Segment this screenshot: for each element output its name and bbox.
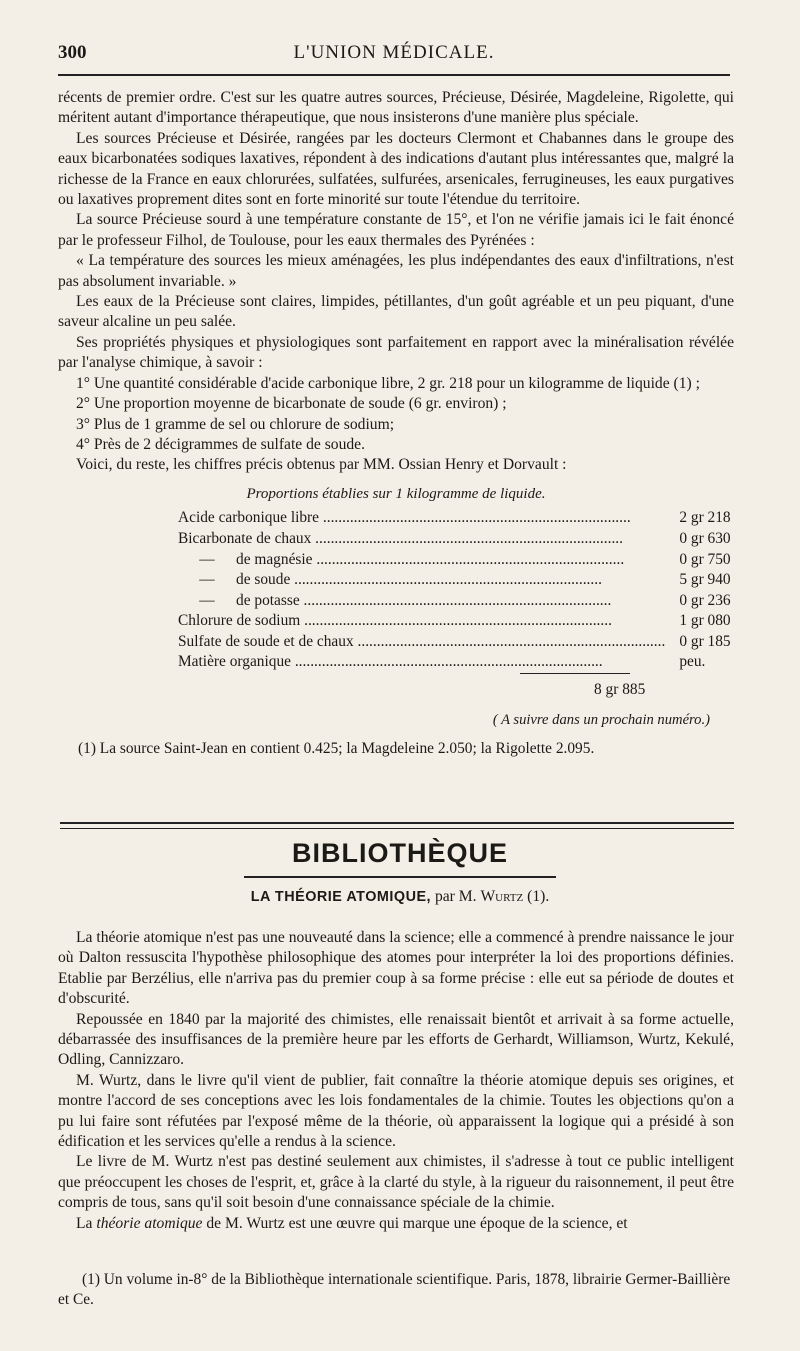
table-row-value: 5 gr 940: [679, 571, 731, 589]
table-row-sublabel: de soude: [236, 571, 291, 589]
list-item: 2° Une proportion moyenne de bicarbonate de soude (6 gr. environ) ;: [76, 395, 507, 413]
table-row: [178, 591, 734, 612]
list-item: 1° Une quantité considérable d'acide carbonique libre, 2 gr. 218 pour un kilogramme de liquide (1) ;: [76, 374, 700, 392]
page-header: [58, 38, 730, 70]
analysis-table: [178, 508, 734, 673]
table-row-text: Matière organique: [178, 653, 291, 671]
paragraph-end: de M. Wurtz est une œuvre qui marque une époque de la science, et: [206, 1214, 628, 1232]
leader-dots: ................................................................................: [312, 550, 625, 568]
table-row-label: [178, 611, 665, 632]
paragraph: Ses propriétés physiques et physiologiques sont parfaitement en rapport avec la minéralisation révélée par l'analyse chimique, à savoir :: [58, 333, 734, 372]
table-row-value: 0 gr 750: [679, 550, 731, 568]
paragraph: Repoussée en 1840 par la majorité des chimistes, elle renaissait bientôt et arrivait à sa forme actuelle, débarrassée des insuffisances de la première heure par les efforts de Gerhardt, Williamson, Wurtz, Kekulé, Odling, Cannizzaro.: [58, 1010, 734, 1069]
article-body: [58, 928, 734, 1234]
table-row-text: Bicarbonate de chaux: [178, 529, 312, 547]
list-item: 4° Près de 2 décigrammes de sulfate de soude.: [76, 435, 366, 453]
bottom-footnote: [58, 1270, 734, 1310]
paragraph: récents de premier ordre. C'est sur les quatre autres sources, Précieuse, Désirée, Magdeleine, Rigolette, qui méritent autant d'importance thérapeutique, que nous insisterons d'une manière plus spéciale.: [58, 89, 734, 127]
table-row-value: 2 gr 218: [679, 509, 731, 527]
table-row: [178, 549, 734, 570]
table-row-label: [178, 549, 665, 570]
table-row: [178, 529, 734, 550]
article-title: [0, 888, 800, 906]
table-total: 8 gr 885: [594, 680, 646, 698]
journal-title: L'UNION MÉDICALE.: [293, 42, 495, 63]
total-rule: [520, 673, 630, 680]
table-row-label: [178, 591, 665, 612]
table-row-text: Chlorure de sodium: [178, 612, 301, 630]
table-caption: Proportions établies sur 1 kilogramme de liquide.: [246, 485, 546, 502]
article-note-ref: (1).: [527, 888, 550, 905]
leader-dots: ................................................................................: [353, 632, 666, 650]
table-row: [178, 570, 734, 591]
paragraph: Les eaux de la Précieuse sont claires, limpides, pétillantes, d'un goût agréable et un peu piquant, d'une saveur alcaline un peu salée.: [58, 293, 734, 331]
table-row-text: Acide carbonique libre: [178, 509, 320, 527]
leader-dots: ................................................................................: [300, 612, 612, 630]
leader-dots: ................................................................................: [299, 591, 612, 609]
section-divider: [60, 822, 734, 829]
paragraph: M. Wurtz, dans le livre qu'il vient de publier, fait connaître la théorie atomique depuis ses origines, et montre l'accord de ses conceptions avec les lois fondamentales de la chimie. Toutes les objections qu'on a pu lui faire sont réfutées par l'exposé même de la théorie, où apparaissent la logique qui a présidé à son édification et les services qu'elle a rendus à la science.: [58, 1071, 734, 1151]
table-row-value: 0 gr 185: [679, 632, 731, 650]
to-be-continued: ( A suivre dans un prochain numéro.): [492, 712, 710, 729]
paragraph: [58, 1214, 734, 1234]
paragraph: Voici, du reste, les chiffres précis obtenus par MM. Ossian Henry et Dorvault :: [76, 456, 567, 474]
table-row-sublabel: de potasse: [236, 591, 300, 609]
section-title: BIBLIOTHÈQUE: [291, 838, 508, 868]
paragraph: Le livre de M. Wurtz n'est pas destiné seulement aux chimistes, il s'adresse à tout ce public intelligent que préoccupent les choses de l'esprit, et, grâce à la clarté du style, à la rigueur du raisonnement, il peut être compris de tous, sans qu'il soit besoin d'une connaissance spéciale de la chimie.: [58, 1153, 734, 1212]
leader-dots: ................................................................................: [311, 529, 623, 547]
table-row: [178, 652, 734, 673]
table-row: [178, 632, 734, 653]
table-row-label: [178, 508, 665, 529]
ditto-dash: —: [199, 571, 215, 589]
table-row-value: 1 gr 080: [679, 612, 731, 630]
leader-dots: ................................................................................: [290, 653, 603, 671]
page-number: 300: [58, 42, 87, 63]
table-row-text: Sulfate de soude et de chaux: [178, 632, 354, 650]
paragraph-italic: théorie atomique: [96, 1214, 203, 1232]
article-author: Wurtz: [480, 888, 524, 905]
table-row: [178, 508, 734, 529]
table-row-value: 0 gr 630: [679, 529, 731, 547]
list-item: 3° Plus de 1 gramme de sel ou chlorure de sodium;: [76, 415, 395, 433]
table-row-label: [178, 632, 665, 653]
footnote: (1) Un volume in-8° de la Bibliothèque internationale scientifique. Paris, 1878, librairie Germer-Baillière et Ce.: [58, 1271, 731, 1308]
table-row-label: [178, 570, 665, 591]
paragraph: La source Précieuse sourd à une température constante de 15°, et l'on ne vérifie jamais ici le fait énoncé par le professeur Filhol, de Toulouse, pour les eaux thermales des Pyrénées :: [58, 211, 734, 249]
article-title-by: par M.: [434, 888, 477, 905]
table-row-value: peu.: [679, 653, 706, 671]
ditto-dash: —: [199, 591, 215, 609]
paragraph: Les sources Précieuse et Désirée, rangées par les docteurs Clermont et Chabannes dans le groupe des eaux bicarbonatées sodiques laxatives, répondent à des indications d'autant plus intéressantes que, malgré la richesse de la France en eaux chlorurées, sulfatées, sulfurées, arsenicales, ferrugineuses, les eaux purgatives ou laxatives proprement dites sont en forte minorité sur toute l'étendue du territoire.: [58, 129, 734, 209]
section-title-rule: [244, 876, 556, 878]
article-title-text: LA THÉORIE ATOMIQUE,: [250, 889, 432, 905]
table-row-sublabel: de magnésie: [236, 550, 313, 568]
ditto-dash: —: [199, 550, 215, 568]
leader-dots: ................................................................................: [319, 509, 631, 527]
footnote: (1) La source Saint-Jean en contient 0.425; la Magdeleine 2.050; la Rigolette 2.095.: [78, 739, 595, 757]
header-rule: [58, 74, 730, 76]
leader-dots: ................................................................................: [290, 571, 602, 589]
article-continuation: [58, 88, 734, 759]
table-row-value: 0 gr 236: [679, 591, 731, 609]
table-row-label: [178, 652, 665, 673]
quotation: « La température des sources les mieux aménagées, les plus indépendantes des eaux d'infiltrations, n'est pas absolument invariable. »: [58, 252, 734, 290]
table-row: [178, 611, 734, 632]
table-row-label: [178, 529, 665, 550]
paragraph: La théorie atomique n'est pas une nouveauté dans la science; elle a commencé à prendre naissance le jour où Dalton ressuscita l'hypothèse philosophique des atomes pour interpréter la loi des proportions définies. Etablie par Berzélius, elle n'arriva pas du premier coup à sa forme précise : elle eut sa période de doutes et d'obscurité.: [58, 929, 734, 1008]
paragraph-start: La: [76, 1214, 93, 1232]
